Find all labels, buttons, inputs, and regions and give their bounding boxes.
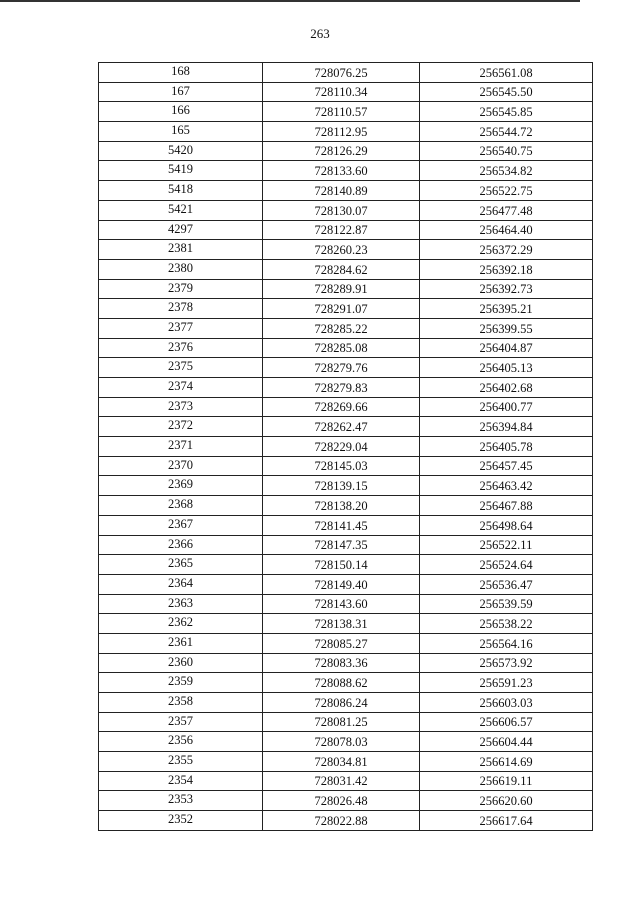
y-coordinate-cell: 256522.11 bbox=[420, 535, 593, 555]
y-coordinate-cell: 256545.50 bbox=[420, 82, 593, 102]
y-coordinate-cell: 256524.64 bbox=[420, 555, 593, 575]
x-coordinate-cell: 728078.03 bbox=[263, 732, 420, 752]
y-coordinate-cell: 256402.68 bbox=[420, 378, 593, 398]
table-row bbox=[99, 378, 593, 398]
x-coordinate-cell: 728110.34 bbox=[263, 82, 420, 102]
y-coordinate-cell: 256544.72 bbox=[420, 122, 593, 142]
y-coordinate-cell: 256604.44 bbox=[420, 732, 593, 752]
table-row bbox=[99, 318, 593, 338]
y-coordinate-cell: 256606.57 bbox=[420, 712, 593, 732]
point-number-cell: 2352 bbox=[99, 811, 263, 831]
y-coordinate-cell: 256405.78 bbox=[420, 437, 593, 457]
table-row bbox=[99, 732, 593, 752]
point-number-cell: 2370 bbox=[99, 456, 263, 476]
table-row bbox=[99, 200, 593, 220]
point-number-cell: 2374 bbox=[99, 378, 263, 398]
x-coordinate-cell: 728133.60 bbox=[263, 161, 420, 181]
y-coordinate-cell: 256394.84 bbox=[420, 417, 593, 437]
table-row bbox=[99, 811, 593, 831]
x-coordinate-cell: 728076.25 bbox=[263, 63, 420, 83]
point-number-cell: 2365 bbox=[99, 555, 263, 575]
y-coordinate-cell: 256561.08 bbox=[420, 63, 593, 83]
x-coordinate-cell: 728083.36 bbox=[263, 653, 420, 673]
point-number-cell: 2372 bbox=[99, 417, 263, 437]
table-row bbox=[99, 653, 593, 673]
point-number-cell: 165 bbox=[99, 122, 263, 142]
x-coordinate-cell: 728086.24 bbox=[263, 693, 420, 713]
point-number-cell: 2368 bbox=[99, 496, 263, 516]
x-coordinate-cell: 728126.29 bbox=[263, 141, 420, 161]
x-coordinate-cell: 728143.60 bbox=[263, 594, 420, 614]
x-coordinate-cell: 728291.07 bbox=[263, 299, 420, 319]
y-coordinate-cell: 256404.87 bbox=[420, 338, 593, 358]
coordinates-table bbox=[98, 62, 593, 831]
x-coordinate-cell: 728130.07 bbox=[263, 200, 420, 220]
y-coordinate-cell: 256392.73 bbox=[420, 279, 593, 299]
table-row bbox=[99, 220, 593, 240]
point-number-cell: 2381 bbox=[99, 240, 263, 260]
x-coordinate-cell: 728269.66 bbox=[263, 397, 420, 417]
point-number-cell: 2353 bbox=[99, 791, 263, 811]
point-number-cell: 2379 bbox=[99, 279, 263, 299]
table-row bbox=[99, 771, 593, 791]
point-number-cell: 2380 bbox=[99, 259, 263, 279]
table-row bbox=[99, 397, 593, 417]
page-number: 263 bbox=[310, 26, 330, 41]
point-number-cell: 2373 bbox=[99, 397, 263, 417]
table-row bbox=[99, 476, 593, 496]
table-row bbox=[99, 141, 593, 161]
table-row bbox=[99, 181, 593, 201]
y-coordinate-cell: 256617.64 bbox=[420, 811, 593, 831]
point-number-cell: 2359 bbox=[99, 673, 263, 693]
table-row bbox=[99, 358, 593, 378]
x-coordinate-cell: 728031.42 bbox=[263, 771, 420, 791]
y-coordinate-cell: 256395.21 bbox=[420, 299, 593, 319]
x-coordinate-cell: 728229.04 bbox=[263, 437, 420, 457]
point-number-cell: 2378 bbox=[99, 299, 263, 319]
x-coordinate-cell: 728279.83 bbox=[263, 378, 420, 398]
x-coordinate-cell: 728150.14 bbox=[263, 555, 420, 575]
point-number-cell: 2362 bbox=[99, 614, 263, 634]
table-row bbox=[99, 259, 593, 279]
table-row bbox=[99, 417, 593, 437]
table-row bbox=[99, 63, 593, 83]
y-coordinate-cell: 256564.16 bbox=[420, 633, 593, 653]
x-coordinate-cell: 728022.88 bbox=[263, 811, 420, 831]
x-coordinate-cell: 728147.35 bbox=[263, 535, 420, 555]
point-number-cell: 2376 bbox=[99, 338, 263, 358]
point-number-cell: 167 bbox=[99, 82, 263, 102]
x-coordinate-cell: 728289.91 bbox=[263, 279, 420, 299]
table-row bbox=[99, 614, 593, 634]
table-row bbox=[99, 673, 593, 693]
point-number-cell: 5418 bbox=[99, 181, 263, 201]
x-coordinate-cell: 728149.40 bbox=[263, 574, 420, 594]
y-coordinate-cell: 256464.40 bbox=[420, 220, 593, 240]
point-number-cell: 166 bbox=[99, 102, 263, 122]
point-number-cell: 5420 bbox=[99, 141, 263, 161]
x-coordinate-cell: 728138.31 bbox=[263, 614, 420, 634]
y-coordinate-cell: 256400.77 bbox=[420, 397, 593, 417]
table-row bbox=[99, 338, 593, 358]
point-number-cell: 2369 bbox=[99, 476, 263, 496]
point-number-cell: 168 bbox=[99, 63, 263, 83]
y-coordinate-cell: 256463.42 bbox=[420, 476, 593, 496]
point-number-cell: 2355 bbox=[99, 752, 263, 772]
table-row bbox=[99, 633, 593, 653]
table-row bbox=[99, 279, 593, 299]
point-number-cell: 2366 bbox=[99, 535, 263, 555]
point-number-cell: 2354 bbox=[99, 771, 263, 791]
table-row bbox=[99, 240, 593, 260]
y-coordinate-cell: 256539.59 bbox=[420, 594, 593, 614]
point-number-cell: 4297 bbox=[99, 220, 263, 240]
x-coordinate-cell: 728088.62 bbox=[263, 673, 420, 693]
y-coordinate-cell: 256498.64 bbox=[420, 515, 593, 535]
table-row bbox=[99, 515, 593, 535]
point-number-cell: 2358 bbox=[99, 693, 263, 713]
point-number-cell: 2377 bbox=[99, 318, 263, 338]
x-coordinate-cell: 728112.95 bbox=[263, 122, 420, 142]
point-number-cell: 2356 bbox=[99, 732, 263, 752]
table-row bbox=[99, 574, 593, 594]
x-coordinate-cell: 728140.89 bbox=[263, 181, 420, 201]
y-coordinate-cell: 256457.45 bbox=[420, 456, 593, 476]
x-coordinate-cell: 728122.87 bbox=[263, 220, 420, 240]
y-coordinate-cell: 256477.48 bbox=[420, 200, 593, 220]
y-coordinate-cell: 256591.23 bbox=[420, 673, 593, 693]
point-number-cell: 2360 bbox=[99, 653, 263, 673]
point-number-cell: 2364 bbox=[99, 574, 263, 594]
point-number-cell: 2375 bbox=[99, 358, 263, 378]
y-coordinate-cell: 256534.82 bbox=[420, 161, 593, 181]
x-coordinate-cell: 728026.48 bbox=[263, 791, 420, 811]
table-row bbox=[99, 693, 593, 713]
y-coordinate-cell: 256392.18 bbox=[420, 259, 593, 279]
point-number-cell: 5421 bbox=[99, 200, 263, 220]
x-coordinate-cell: 728284.62 bbox=[263, 259, 420, 279]
point-number-cell: 2367 bbox=[99, 515, 263, 535]
y-coordinate-cell: 256603.03 bbox=[420, 693, 593, 713]
table-row bbox=[99, 496, 593, 516]
point-number-cell: 2357 bbox=[99, 712, 263, 732]
table-row bbox=[99, 752, 593, 772]
y-coordinate-cell: 256620.60 bbox=[420, 791, 593, 811]
table-row bbox=[99, 102, 593, 122]
y-coordinate-cell: 256545.85 bbox=[420, 102, 593, 122]
y-coordinate-cell: 256405.13 bbox=[420, 358, 593, 378]
point-number-cell: 2371 bbox=[99, 437, 263, 457]
table-row bbox=[99, 122, 593, 142]
table-row bbox=[99, 82, 593, 102]
x-coordinate-cell: 728262.47 bbox=[263, 417, 420, 437]
point-number-cell: 2361 bbox=[99, 633, 263, 653]
x-coordinate-cell: 728081.25 bbox=[263, 712, 420, 732]
table-row bbox=[99, 161, 593, 181]
y-coordinate-cell: 256538.22 bbox=[420, 614, 593, 634]
x-coordinate-cell: 728260.23 bbox=[263, 240, 420, 260]
y-coordinate-cell: 256614.69 bbox=[420, 752, 593, 772]
x-coordinate-cell: 728285.08 bbox=[263, 338, 420, 358]
x-coordinate-cell: 728110.57 bbox=[263, 102, 420, 122]
y-coordinate-cell: 256573.92 bbox=[420, 653, 593, 673]
table-row bbox=[99, 555, 593, 575]
point-number-cell: 5419 bbox=[99, 161, 263, 181]
x-coordinate-cell: 728141.45 bbox=[263, 515, 420, 535]
table-row bbox=[99, 437, 593, 457]
top-rule bbox=[0, 0, 580, 2]
y-coordinate-cell: 256619.11 bbox=[420, 771, 593, 791]
table-row bbox=[99, 791, 593, 811]
y-coordinate-cell: 256522.75 bbox=[420, 181, 593, 201]
x-coordinate-cell: 728139.15 bbox=[263, 476, 420, 496]
y-coordinate-cell: 256467.88 bbox=[420, 496, 593, 516]
x-coordinate-cell: 728285.22 bbox=[263, 318, 420, 338]
y-coordinate-cell: 256540.75 bbox=[420, 141, 593, 161]
x-coordinate-cell: 728138.20 bbox=[263, 496, 420, 516]
table-row bbox=[99, 299, 593, 319]
x-coordinate-cell: 728034.81 bbox=[263, 752, 420, 772]
table-row bbox=[99, 594, 593, 614]
x-coordinate-cell: 728145.03 bbox=[263, 456, 420, 476]
x-coordinate-cell: 728279.76 bbox=[263, 358, 420, 378]
y-coordinate-cell: 256399.55 bbox=[420, 318, 593, 338]
x-coordinate-cell: 728085.27 bbox=[263, 633, 420, 653]
table-row bbox=[99, 712, 593, 732]
table-row bbox=[99, 535, 593, 555]
y-coordinate-cell: 256536.47 bbox=[420, 574, 593, 594]
point-number-cell: 2363 bbox=[99, 594, 263, 614]
coordinates-table-body bbox=[99, 63, 593, 831]
y-coordinate-cell: 256372.29 bbox=[420, 240, 593, 260]
table-row bbox=[99, 456, 593, 476]
